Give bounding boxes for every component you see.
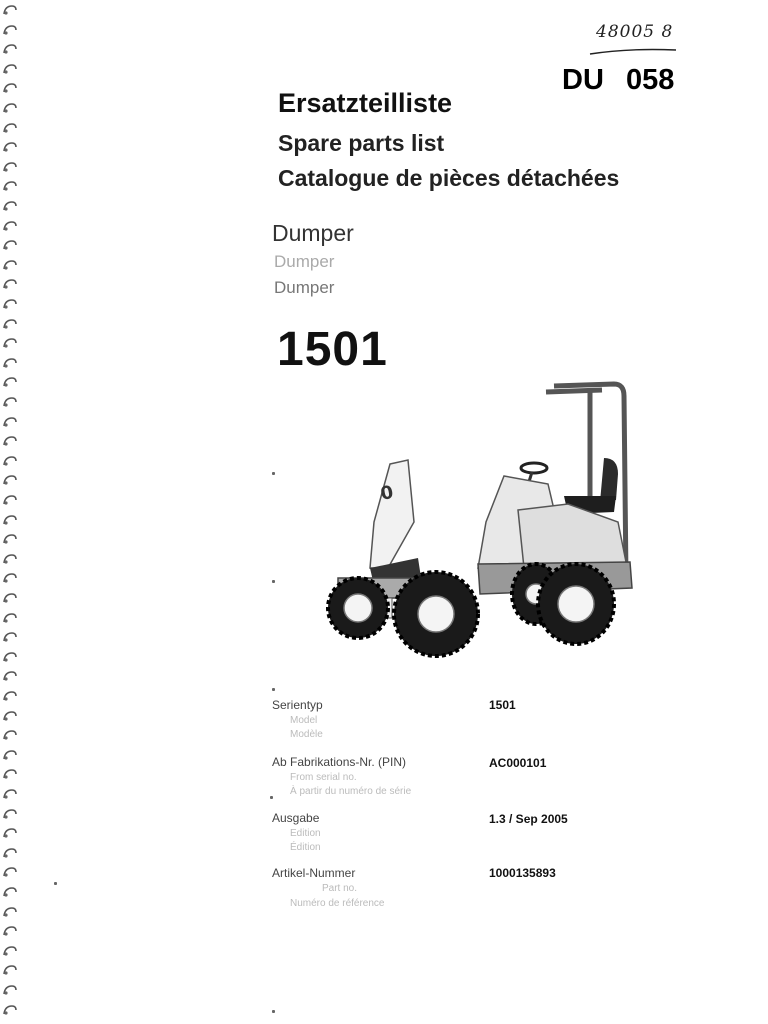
binding-ring (2, 82, 18, 94)
binding-ring (2, 847, 18, 859)
wheel-hub (418, 596, 454, 632)
title-french: Catalogue de pièces détachées (278, 165, 620, 191)
binding-ring (2, 945, 18, 957)
detail-value-edition: 1.3 / Sep 2005 (489, 812, 568, 826)
binding-ring (2, 474, 18, 486)
binding-ring (2, 572, 18, 584)
model-number: 1501 (277, 323, 388, 376)
detail-sublabel: À partir du numéro de série (290, 786, 412, 797)
binding-ring (2, 259, 18, 271)
title-german: Ersatzteilliste (278, 88, 453, 118)
binding-ring (2, 4, 18, 16)
scan-speck (272, 1010, 275, 1013)
detail-label-part-number: Artikel-Nummer (272, 866, 356, 880)
binding-ring (2, 827, 18, 839)
binding-ring (2, 729, 18, 741)
binding-ring (2, 455, 18, 467)
wheel-hub (558, 586, 594, 622)
handwritten-number: 48005 8 (596, 22, 674, 42)
svg-text:0: 0 (378, 481, 396, 505)
binding-ring (2, 396, 18, 408)
binding-ring (2, 337, 18, 349)
detail-sublabel: Modèle (290, 729, 323, 740)
binding-ring (2, 690, 18, 702)
binding-ring (2, 24, 18, 36)
binding-ring (2, 749, 18, 761)
binding-ring (2, 318, 18, 330)
machine-name-german: Dumper (272, 220, 354, 246)
binding-ring (2, 141, 18, 153)
binding-ring (2, 984, 18, 996)
detail-value-serial-from: AC000101 (489, 756, 547, 770)
binding-ring (2, 651, 18, 663)
binding-ring (2, 1004, 18, 1016)
machine-name-french: Dumper (274, 278, 335, 297)
scan-speck (272, 472, 275, 475)
scan-speck (272, 688, 275, 691)
binding-ring (2, 494, 18, 506)
binding-ring (2, 592, 18, 604)
binding-ring (2, 631, 18, 643)
detail-label-edition: Ausgabe (272, 811, 320, 825)
scan-speck (54, 882, 57, 885)
detail-sublabel: Part no. (322, 883, 358, 894)
binding-ring (2, 533, 18, 545)
binding-ring (2, 416, 18, 428)
detail-label-series-type: Serientyp (272, 698, 323, 712)
binding-ring (2, 964, 18, 976)
detail-value-part-number: 1000135893 (489, 866, 556, 880)
binding-ring (2, 220, 18, 232)
binding-ring (2, 710, 18, 722)
binding-ring (2, 161, 18, 173)
handwritten-underline (588, 46, 678, 58)
binding-ring (2, 102, 18, 114)
scan-speck (270, 796, 273, 799)
binding-ring (2, 553, 18, 565)
binding-ring (2, 357, 18, 369)
binding-ring (2, 63, 18, 75)
binding-ring (2, 200, 18, 212)
binding-ring (2, 906, 18, 918)
binding-ring (2, 866, 18, 878)
binding-ring (2, 43, 18, 55)
binding-ring (2, 925, 18, 937)
binding-ring (2, 239, 18, 251)
scan-speck (272, 580, 275, 583)
binding-ring (2, 435, 18, 447)
title-english: Spare parts list (278, 130, 445, 156)
binding-ring (2, 788, 18, 800)
dumper-illustration (318, 372, 646, 660)
document-id: DU 058 (562, 64, 675, 96)
skip-bucket (370, 460, 422, 594)
binding-ring (2, 670, 18, 682)
binding-ring (2, 376, 18, 388)
detail-label-serial-from: Ab Fabrikations-Nr. (PIN) (272, 755, 407, 769)
detail-sublabel: Edition (290, 828, 321, 839)
binding-ring (2, 514, 18, 526)
binding-ring (2, 808, 18, 820)
binding-ring (2, 612, 18, 624)
binding-ring (2, 298, 18, 310)
detail-sublabel: From serial no. (290, 772, 357, 783)
machine-name-english: Dumper (274, 252, 335, 271)
binding-ring (2, 768, 18, 780)
spiral-binding (2, 4, 24, 1020)
detail-value-series-type: 1501 (489, 698, 516, 712)
binding-ring (2, 180, 18, 192)
detail-sublabel: Édition (290, 842, 321, 853)
detail-sublabel: Model (290, 715, 318, 726)
wheel-hub (344, 594, 372, 622)
detail-sublabel: Numéro de référence (290, 898, 385, 909)
binding-ring (2, 122, 18, 134)
binding-ring (2, 886, 18, 898)
binding-ring (2, 278, 18, 290)
